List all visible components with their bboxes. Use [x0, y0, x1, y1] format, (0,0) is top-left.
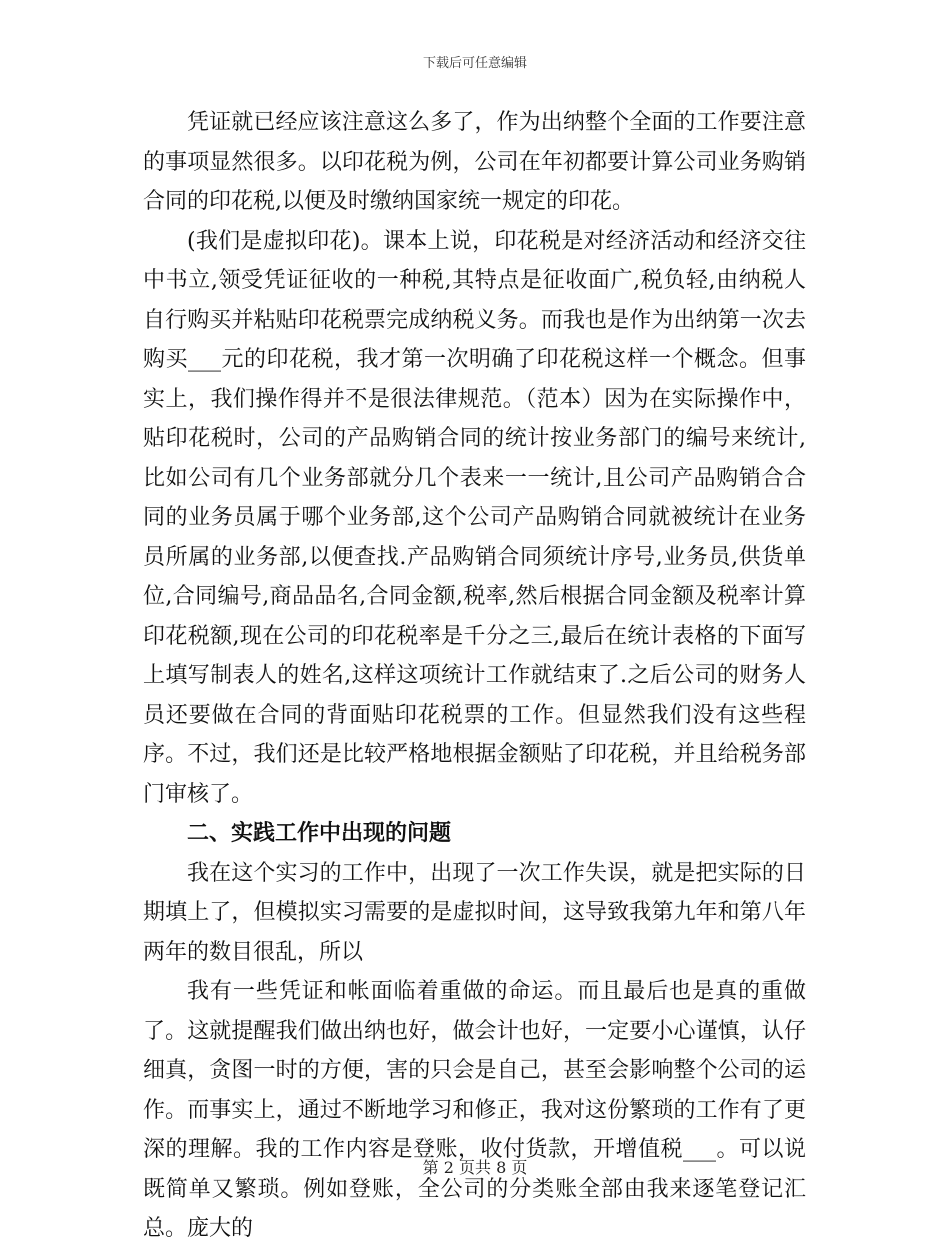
paragraph-stamp-duty-details: (我们是虚拟印花)。课本上说，印花税是对经济活动和经济交往中书立,领受凭证征收的一种税,其特点是征收面广,税负轻,由纳税人自行购买并粘贴印花税票完成纳税义务。而我也是作为出纳第一次去购买___元的印花税，我才第一次明确了印花税这样一个概念。但事实上，我们操作得并不是很法律规范。（范本）因为在实际操作中，贴印花税时，公司的产品购销合同的统计按业务部门的编号来统计,比如公司有几个业务部就分几个表来一一统计,且公司产品购销合合同的业务员属于哪个业务部,这个公司产品购销合同就被统计在业务员所属的业务部,以便查找.产品购销合同须统计序号,业务员,供货单位,合同编号,商品品名,合同金额,税率,然后根据合同金额及税率计算印花税额,现在公司的印花税率是千分之三,最后在统计表格的下面写上填写制表人的姓名,这样这项统计工作就结束了.之后公司的财务人员还要做在合同的背面贴印花税票的工作。但显然我们没有这些程序。不过，我们还是比较严格地根据金额贴了印花税，并且给税务部门审核了。: [143, 228, 806, 807]
page-footer: 第 2 页共 8 页: [422, 1158, 528, 1177]
document-body: [143, 103, 806, 1249]
section-heading-problems: 二、实践工作中出现的问题: [187, 820, 452, 846]
page-header: 下载后可任意编辑: [422, 56, 527, 71]
paragraph-stamp-duty-intro: 凭证就已经应该注意这么多了，作为出纳整个全面的工作要注意的事项显然很多。以印花税为例，公司在年初都要计算公司业务购销合同的印花税,以便及时缴纳国家统一规定的印花。: [143, 110, 806, 214]
paragraph-lessons: 我有一些凭证和帐面临着重做的命运。而且最后也是真的重做了。这就提醒我们做出纳也好，做会计也好，一定要小心谨慎，认仔细真，贪图一时的方便，害的只会是自己，甚至会影响整个公司的运作。而事实上，通过不断地学习和修正，我对这份繁琐的工作有了更深的理解。我的工作内容是登账，收付货款，开增值税___。可以说既简单又繁琐。例如登账，全公司的分类账全部由我来逐笔登记汇总。庞大的: [143, 979, 806, 1241]
paragraph-work-mistake: 我在这个实习的工作中，出现了一次工作失误，就是把实际的日期填上了，但模拟实习需要的是虚拟时间，这导致我第九年和第八年两年的数目很乱，所以: [143, 860, 806, 965]
